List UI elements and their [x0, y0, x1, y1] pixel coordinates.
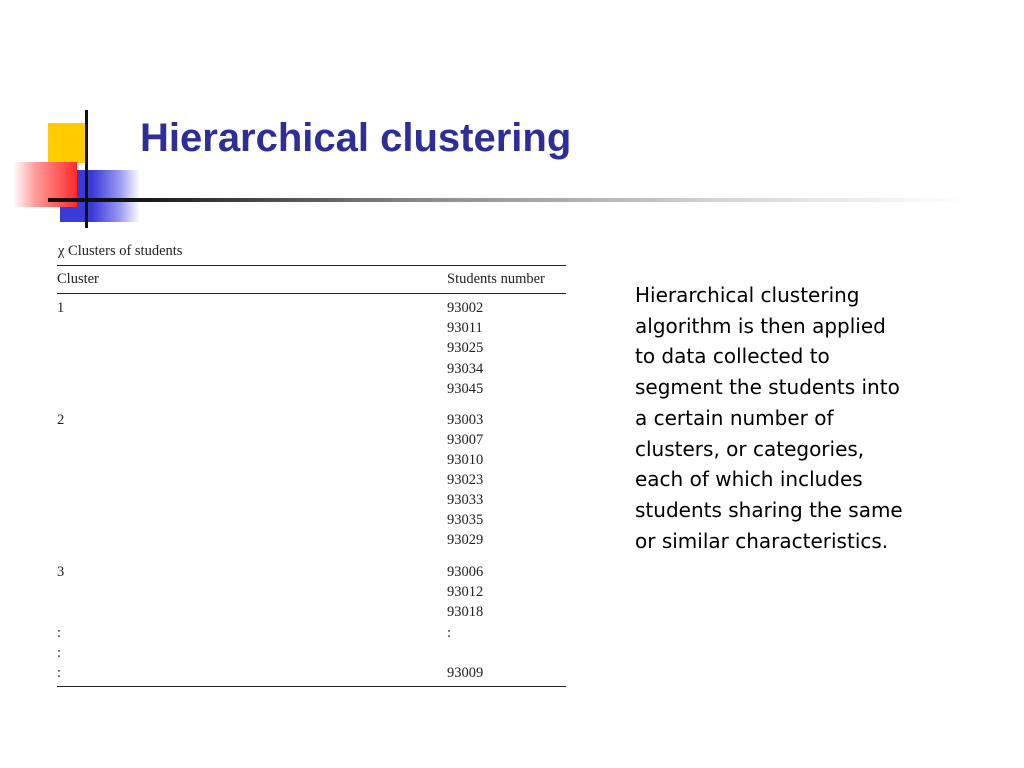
student-number-cell: 93029 [447, 532, 484, 548]
student-number-cell: 93012 [447, 584, 484, 600]
logo-vertical-line [85, 110, 88, 228]
student-number-cell: 93003 [447, 412, 484, 428]
header-students-number: Students number [447, 271, 545, 287]
student-number-cell: 93006 [447, 564, 484, 580]
student-number-cell: : [447, 625, 452, 641]
student-number-cell: 93010 [447, 452, 484, 468]
slide-title: Hierarchical clustering [140, 116, 572, 160]
logo-yellow-square [48, 123, 86, 163]
cluster-cell: 1 [57, 300, 65, 316]
title-underline [48, 198, 968, 202]
cluster-cell: 3 [57, 564, 65, 580]
table-header-rule [57, 293, 566, 294]
header-cluster: Cluster [57, 271, 99, 287]
table-caption: χ Clusters of students [58, 243, 183, 259]
student-number-cell: 93018 [447, 604, 484, 620]
student-number-cell: 93025 [447, 340, 484, 356]
student-number-cell: 93034 [447, 361, 484, 377]
cluster-cell: : [57, 645, 62, 661]
student-number-cell: 93002 [447, 300, 484, 316]
cluster-cell: 2 [57, 412, 65, 428]
student-number-cell: 93033 [447, 492, 484, 508]
cluster-cell: : [57, 625, 62, 641]
student-number-cell: 93009 [447, 665, 484, 681]
description-text: Hierarchical clustering algorithm is then applied to data collected to segment the students into a certain number of clusters, or categories, each of which includes students sharing the same or similar characteristics. [635, 283, 903, 553]
student-number-cell: 93007 [447, 432, 484, 448]
student-number-cell: 93045 [447, 381, 484, 397]
student-number-cell: 93011 [447, 320, 483, 336]
table-top-rule [57, 265, 566, 266]
table-bottom-rule [57, 686, 566, 687]
cluster-cell: : [57, 665, 62, 681]
student-number-cell: 93023 [447, 472, 484, 488]
student-number-cell: 93035 [447, 512, 484, 528]
slide-logo [0, 0, 140, 240]
